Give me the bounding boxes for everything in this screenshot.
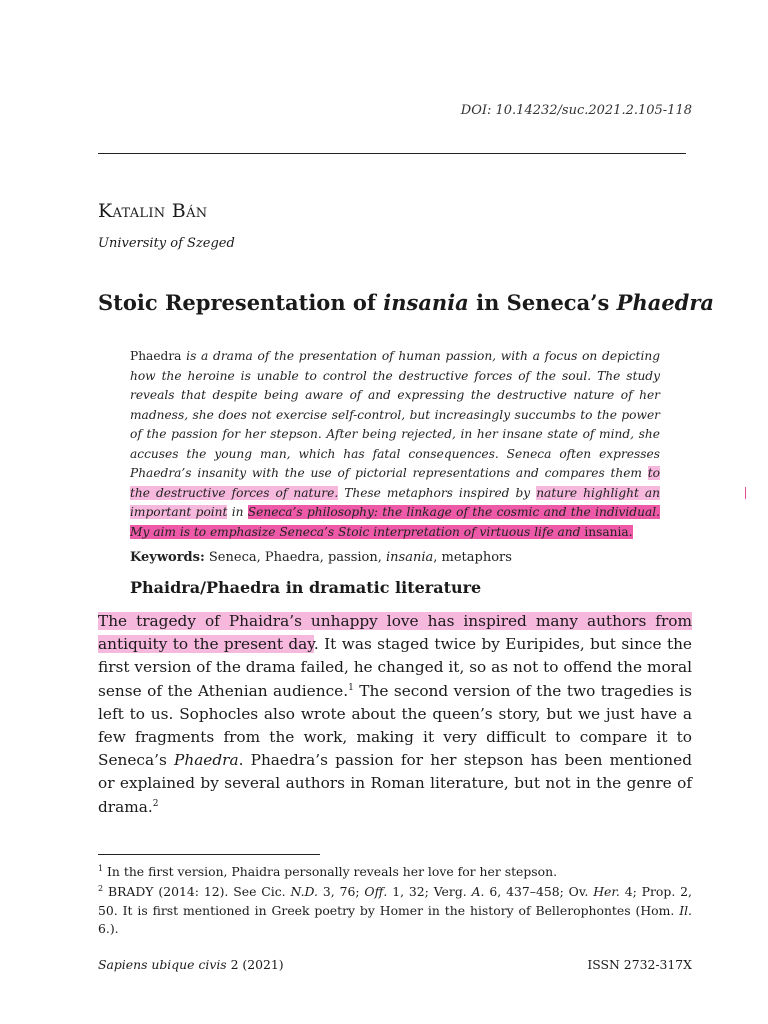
section-heading: Phaidra/Phaedra in dramatic literature [130, 578, 482, 597]
footnote-2-ref-nd: N.D. [290, 884, 318, 899]
footnote-2-text-a: BRADY (2014: 12). See Cic. [103, 884, 291, 899]
abstract-highlight-1: to the destructive forces of nature. [130, 466, 660, 500]
abstract [130, 347, 660, 542]
footnote-rule [98, 854, 320, 855]
abstract-insania: insania [584, 524, 629, 539]
footnote-2-ref-off: Off. [364, 884, 388, 899]
body-work-name: Phaedra [174, 751, 239, 770]
doi-header: DOI: 10.14232/suc.2021.2.105-118 [460, 103, 692, 118]
footnote-2-text-e: 1, 32; Verg. [387, 884, 472, 899]
abstract-highlight-3-text: Seneca’s philosophy: the linkage of the cosmic and the individual. My aim is to emphasize Seneca’s Stoic interpretation of virtuous life and [130, 505, 660, 539]
footnote-1-number: 1 [98, 863, 104, 873]
abstract-text-1: is a drama of the presentation of human passion, with a focus on depicting how the heroine is unable to control the destructive forces of the soul. The study reveals that despite being aware of and expressing the destructive nature of her madness, she does not exercise self-control, but increasingly succumbs to the power of the passion for her stepson. After being rejected, in her insane state of mind, she accuses the young man, which has fatal consequences. Seneca often expresses Phaedra’s insanity with the use of pictorial representations and compares them [130, 349, 660, 480]
abstract-highlight-2: nature highlight an important point [130, 485, 661, 519]
title-term: insania [383, 290, 469, 315]
footer-issue: 2 (2021) [226, 957, 284, 972]
body-text-3: . Phaedra’s passion for her stepson has been mentioned or explained by several authors in Roman literature, but not in the genre of drama. [98, 751, 692, 816]
abstract-work-name: Phaedra [130, 349, 182, 363]
footnote-ref-1[interactable]: 1 [348, 682, 354, 693]
footnote-1 [98, 863, 692, 882]
keywords-list-b: , metaphors [433, 550, 512, 565]
footnote-1-text: In the first version, Phaidra personally reveals her love for her stepson. [103, 864, 558, 879]
title-work: Phaedra [616, 290, 715, 315]
footnote-2-text-k: 6.). [98, 921, 119, 936]
paper-title [98, 290, 715, 315]
abstract-text-2: These metaphors inspired by [338, 485, 537, 500]
footnote-2-text-c: 3, 76; [317, 884, 365, 899]
margin-annotation-mark [745, 487, 746, 499]
keywords-list-a: Seneca, Phaedra, passion, [204, 550, 387, 565]
footnote-2-ref-her: Her. [593, 884, 620, 899]
title-part-mid: in Seneca’s [468, 290, 617, 315]
footer-journal-name: Sapiens ubique civis [98, 957, 227, 972]
title-part-pre: Stoic Representation of [98, 290, 384, 315]
footnote-2-ref-il: Il. [679, 902, 692, 918]
keywords-italic: insania [386, 550, 434, 565]
body-text-1: . It was staged twice by Euripides, but since the first version of the drama failed, he changed it, so as not to offend the moral sense of the Athenian audience. [98, 635, 692, 700]
keywords [130, 550, 690, 565]
header-rule [98, 153, 686, 154]
footer-journal [98, 957, 284, 972]
footnote-2-text-i: 4; Prop. 2, 50. It is first mentioned in Greek poetry by Homer in the history of Bellerophontes (Hom. [98, 884, 692, 918]
author-name: Katalin Bán [98, 200, 208, 222]
footnote-2-number: 2 [98, 883, 104, 893]
footnote-ref-2[interactable]: 2 [152, 798, 159, 809]
footnote-2 [98, 883, 692, 939]
body-paragraph [98, 610, 692, 819]
body-text-2: The second version of the two tragedies is left to us. Sophocles also wrote about the queen’s story, but we just have a few fragments from the work, making it very difficult to compare it to Seneca’s [98, 681, 692, 770]
keywords-label: Keywords: [130, 550, 205, 565]
author-affiliation: University of Szeged [98, 236, 235, 251]
footer-issn: ISSN 2732-317X [587, 957, 692, 972]
footnote-2-text-g: 6, 437–458; Ov. [484, 884, 594, 899]
body-highlight: The tragedy of Phaidra’s unhappy love has inspired many authors from antiquity to the present day [98, 612, 692, 654]
footnote-2-ref-a: A. [471, 884, 485, 899]
abstract-text-3: in [227, 505, 248, 519]
abstract-end: . [628, 524, 633, 539]
